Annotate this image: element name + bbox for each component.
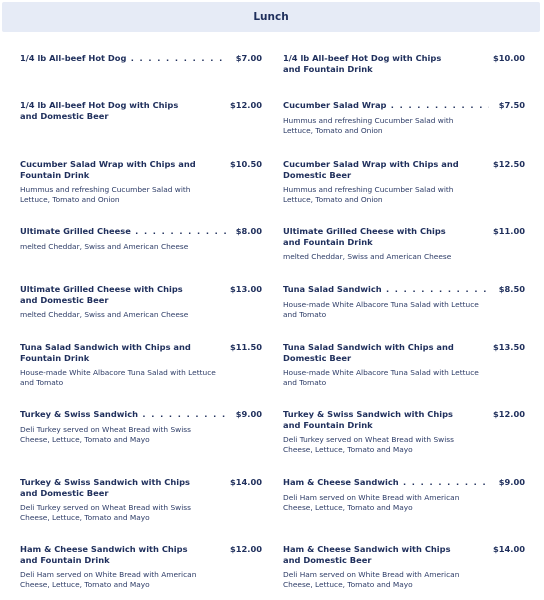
- section-title-text: Lunch: [253, 11, 289, 23]
- menu-item-description: House-made White Albacore Tuna Salad with Lettuce and Tomato: [283, 299, 479, 319]
- menu-item-price: $8.50: [498, 284, 525, 294]
- menu-item-name: Turkey & Swiss Sandwich . . .: [20, 409, 226, 420]
- menu-item-price: $12.00: [492, 409, 525, 419]
- menu-item-name: Cucumber Salad Wrap . . .: [283, 100, 489, 111]
- menu-item-price: $9.00: [498, 477, 525, 487]
- menu-item-header: [20, 544, 262, 565]
- menu-item-description: Deli Ham served on White Bread with American Cheese, Lettuce, Tomato and Mayo: [20, 570, 197, 589]
- menu-item-header: [283, 284, 525, 295]
- menu-item-description: Hummus and refreshing Cucumber Salad with Lettuce, Tomato and Onion: [283, 115, 454, 135]
- menu-item-header: [20, 477, 262, 498]
- menu-item[interactable]: [283, 409, 525, 455]
- menu-item-description: Hummus and refreshing Cucumber Salad with Lettuce, Tomato and Onion: [20, 185, 191, 204]
- menu-item-description: Deli Turkey served on Wheat Bread with Swiss Cheese, Lettuce, Tomato and Mayo: [20, 503, 191, 522]
- menu-item-header: [20, 159, 262, 180]
- menu-item-description: Deli Turkey served on Wheat Bread with Swiss Cheese, Lettuce, Tomato and Mayo: [283, 435, 454, 454]
- menu-item-header: [283, 409, 525, 430]
- menu-item[interactable]: [283, 226, 525, 262]
- menu-item-header: [283, 159, 525, 180]
- menu-item-price: $14.00: [492, 544, 525, 554]
- menu-item[interactable]: [20, 477, 262, 523]
- menu-item-description: House-made White Albacore Tuna Salad with Lettuce and Tomato: [20, 368, 216, 387]
- menu-item-name: Ham & Cheese Sandwich with Chips and Domestic Beer: [283, 544, 451, 565]
- menu-item-price: $7.00: [235, 53, 262, 63]
- menu-item-description: Hummus and refreshing Cucumber Salad with Lettuce, Tomato and Onion: [283, 185, 454, 204]
- menu-item-name: Ham & Cheese Sandwich with Chips and Fountain Drink: [20, 544, 188, 565]
- menu-item-description: House-made White Albacore Tuna Salad with Lettuce and Tomato: [283, 368, 479, 387]
- menu-item-name: Ham & Cheese Sandwich . . .: [283, 477, 489, 488]
- menu-item-name: Tuna Salad Sandwich with Chips and Domestic Beer: [283, 342, 454, 363]
- menu-item-header: [283, 53, 525, 74]
- menu-item-header: [20, 53, 262, 64]
- menu-item-description: Deli Ham served on White Bread with American Cheese, Lettuce, Tomato and Mayo: [283, 492, 460, 512]
- menu-item-description: melted Cheddar, Swiss and American Cheese: [20, 310, 189, 319]
- menu-item[interactable]: [283, 53, 525, 74]
- menu-item-header: [20, 284, 262, 305]
- menu-item-price: $11.50: [229, 342, 262, 352]
- menu-item-header: [20, 342, 262, 363]
- menu-item[interactable]: [20, 284, 262, 320]
- menu-item-header: [283, 100, 525, 111]
- menu-item[interactable]: [20, 100, 262, 121]
- menu-item-description: Deli Turkey served on Wheat Bread with Swiss Cheese, Lettuce, Tomato and Mayo: [20, 424, 191, 444]
- menu-item[interactable]: [283, 100, 525, 136]
- menu-item[interactable]: [283, 159, 525, 205]
- menu-item-price: $11.00: [492, 226, 525, 236]
- menu-item[interactable]: [20, 409, 262, 445]
- menu-item-price: $13.50: [492, 342, 525, 352]
- menu-item-header: [283, 342, 525, 363]
- menu-item[interactable]: [20, 53, 262, 64]
- menu-item-name: Turkey & Swiss Sandwich with Chips and Fountain Drink: [283, 409, 453, 430]
- menu-item-header: [283, 544, 525, 565]
- menu-item-price: $12.50: [492, 159, 525, 169]
- menu-item-price: $7.50: [498, 100, 525, 110]
- menu-item[interactable]: [283, 544, 525, 590]
- menu-item-description: melted Cheddar, Swiss and American Cheese: [283, 252, 452, 261]
- menu-item-price: $9.00: [235, 409, 262, 419]
- menu-item-header: [20, 409, 262, 420]
- menu-item[interactable]: [283, 284, 525, 320]
- menu-item-name: Ultimate Grilled Cheese . . .: [20, 226, 226, 237]
- menu-item-name: Turkey & Swiss Sandwich with Chips and Domestic Beer: [20, 477, 190, 498]
- menu-item-price: $13.00: [229, 284, 262, 294]
- menu-item-name: 1/4 lb All-beef Hot Dog with Chips and Domestic Beer: [20, 100, 179, 121]
- menu-item[interactable]: [20, 544, 262, 590]
- menu-item-price: $8.00: [235, 226, 262, 236]
- menu-item-header: [283, 226, 525, 247]
- menu-item-header: [20, 226, 262, 237]
- menu-item-price: $10.00: [492, 53, 525, 63]
- menu-item[interactable]: [283, 342, 525, 388]
- menu-item-name: Cucumber Salad Wrap with Chips and Fountain Drink: [20, 159, 196, 180]
- menu-item-header: [20, 100, 262, 121]
- menu-item-description: Deli Ham served on White Bread with American Cheese, Lettuce, Tomato and Mayo: [283, 570, 460, 589]
- menu-item-name: Tuna Salad Sandwich with Chips and Fountain Drink: [20, 342, 191, 363]
- menu-item-price: $14.00: [229, 477, 262, 487]
- menu-item[interactable]: [20, 226, 262, 252]
- menu-item[interactable]: [20, 159, 262, 205]
- menu-item-name: 1/4 lb All-beef Hot Dog with Chips and Fountain Drink: [283, 53, 442, 74]
- menu-item-price: $12.00: [229, 544, 262, 554]
- menu-item-price: $10.50: [229, 159, 262, 169]
- menu-item-name: 1/4 lb All-beef Hot Dog . . .: [20, 53, 226, 64]
- menu-item-name: Tuna Salad Sandwich . . .: [283, 284, 489, 295]
- menu-item-description: melted Cheddar, Swiss and American Cheese: [20, 241, 189, 251]
- menu-item-name: Cucumber Salad Wrap with Chips and Domestic Beer: [283, 159, 459, 180]
- menu-item[interactable]: [20, 342, 262, 388]
- menu-item-name: Ultimate Grilled Cheese with Chips and Fountain Drink: [283, 226, 446, 247]
- menu-item-price: $12.00: [229, 100, 262, 110]
- menu-item-name: Ultimate Grilled Cheese with Chips and Domestic Beer: [20, 284, 183, 305]
- menu-item[interactable]: [283, 477, 525, 513]
- menu-item-header: [283, 477, 525, 488]
